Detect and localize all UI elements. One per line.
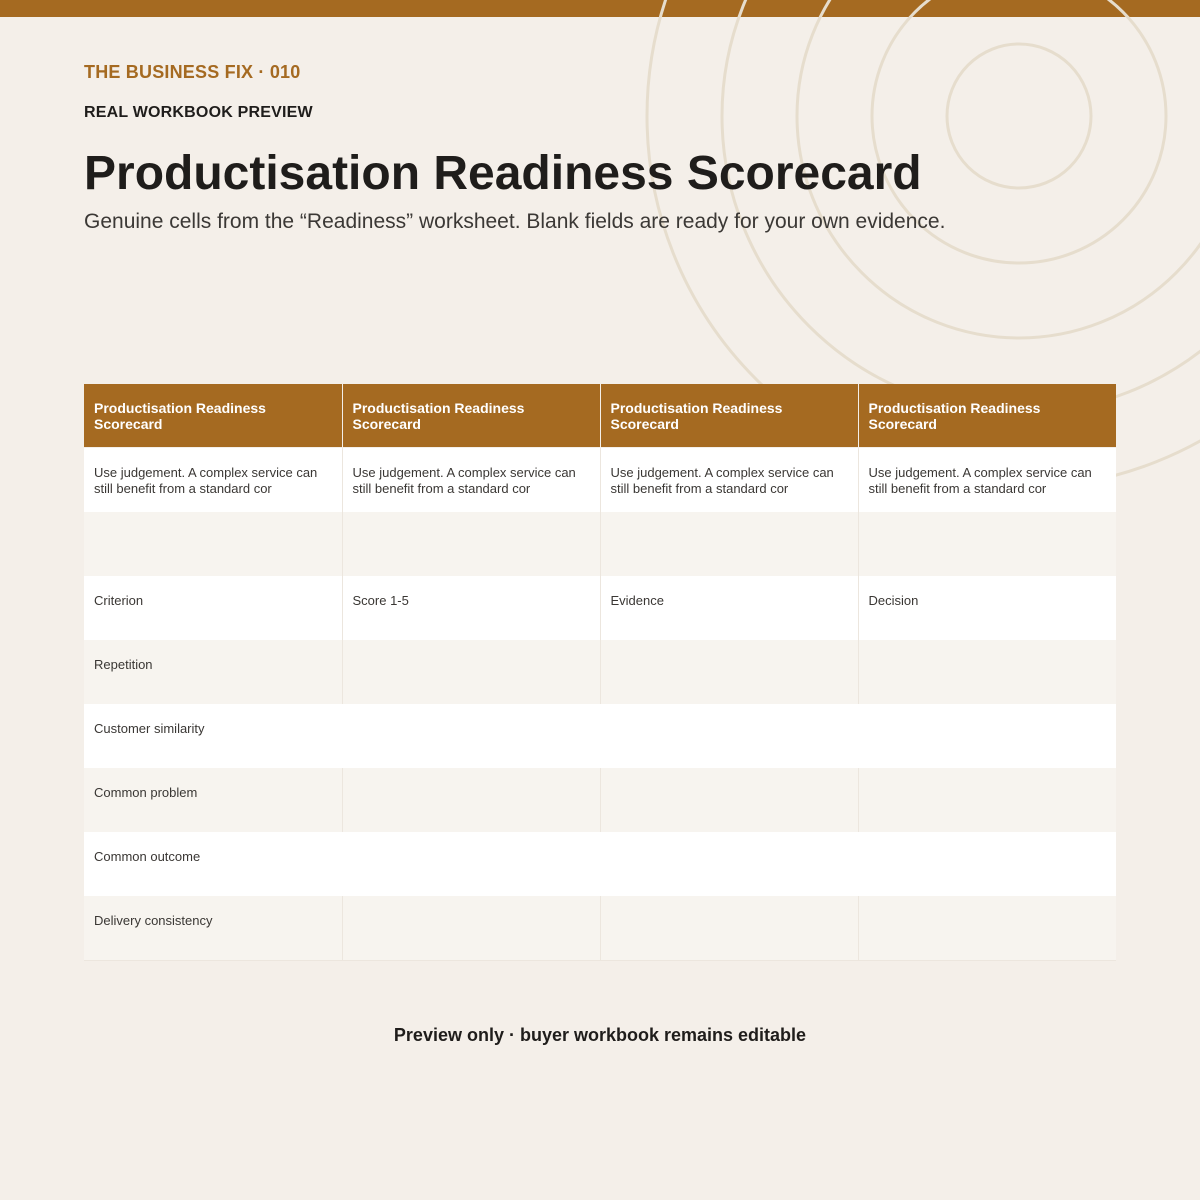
column-header: Productisation Readiness Scorecard [84, 384, 342, 448]
table-row [84, 448, 1116, 513]
table-row [84, 768, 1116, 832]
table-cell [342, 704, 600, 768]
column-header: Productisation Readiness Scorecard [342, 384, 600, 448]
table-cell [858, 896, 1116, 961]
table-cell [342, 896, 600, 961]
table-cell: Criterion [84, 576, 342, 640]
table-cell: Delivery consistency [84, 896, 342, 961]
table-cell: Use judgement. A complex service can still benefit from a standard cor [858, 448, 1116, 513]
table-cell: Common problem [84, 768, 342, 832]
top-accent-bar [0, 0, 1200, 17]
table-cell: Use judgement. A complex service can still benefit from a standard cor [84, 448, 342, 513]
table-cell [84, 512, 342, 576]
page-subtitle: Genuine cells from the “Readiness” worksheet. Blank fields are ready for your own evidence. [84, 210, 946, 233]
table-cell: Use judgement. A complex service can still benefit from a standard cor [342, 448, 600, 513]
table-cell [342, 768, 600, 832]
table-cell: Repetition [84, 640, 342, 704]
table-cell: Customer similarity [84, 704, 342, 768]
column-header: Productisation Readiness Scorecard [858, 384, 1116, 448]
table-cell [858, 768, 1116, 832]
table-cell: Decision [858, 576, 1116, 640]
table-cell [858, 832, 1116, 896]
table-header-row [84, 384, 1116, 448]
table-cell [342, 640, 600, 704]
table-row [84, 896, 1116, 961]
table-cell [342, 832, 600, 896]
table-cell [600, 832, 858, 896]
footer-note: Preview only · buyer workbook remains editable [393, 1025, 807, 1045]
table-cell: Evidence [600, 576, 858, 640]
preview-kicker: REAL WORKBOOK PREVIEW [84, 104, 313, 121]
table-row [84, 576, 1116, 640]
table-row [84, 832, 1116, 896]
table-cell [858, 704, 1116, 768]
table-cell [858, 512, 1116, 576]
table-cell: Score 1-5 [342, 576, 600, 640]
table-row [84, 640, 1116, 704]
table-row [84, 512, 1116, 576]
table-cell [342, 512, 600, 576]
table-cell [600, 768, 858, 832]
table-cell: Use judgement. A complex service can still benefit from a standard cor [600, 448, 858, 513]
table-row [84, 704, 1116, 768]
brand-series-label: THE BUSINESS FIX · 010 [84, 62, 301, 82]
readiness-worksheet-table [84, 384, 1116, 961]
table-cell [858, 640, 1116, 704]
table-cell [600, 704, 858, 768]
table-cell [600, 896, 858, 961]
column-header: Productisation Readiness Scorecard [600, 384, 858, 448]
page-title: Productisation Readiness Scorecard [84, 147, 922, 200]
table-cell [600, 512, 858, 576]
table-cell: Common outcome [84, 832, 342, 896]
table-cell [600, 640, 858, 704]
